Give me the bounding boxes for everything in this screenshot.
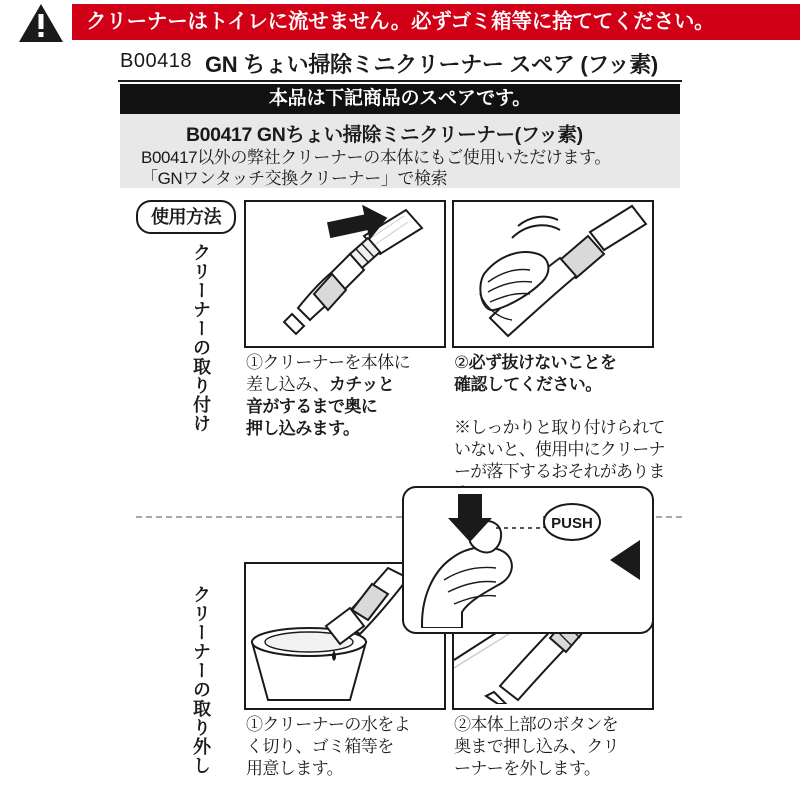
- illustration-panel-verify: [452, 200, 654, 348]
- caption-step-2: [454, 352, 660, 396]
- info-title: B00417 GNちょい掃除ミニクリーナー(フッ素): [186, 124, 583, 146]
- illustration-panel-push-inset: [402, 486, 654, 634]
- caption-step-4-line-3: ーナーを外します。: [454, 759, 601, 778]
- caption-step-2-note: ※しっかりと取り付けられていないと、使用中にクリーナーが落下するおそれがありま: [454, 418, 665, 481]
- spare-banner: 本品は下記商品のスペアです。: [120, 84, 680, 114]
- caption-step-2-bold-2: 確認してください。: [454, 375, 602, 394]
- caption-step-4: [454, 714, 660, 780]
- caption-step-1-line-2: 差し込み、: [246, 375, 330, 394]
- divider-rule: [118, 80, 682, 82]
- caption-step-1-bold-3: 押し込みます。: [246, 419, 360, 438]
- warning-triangle-icon: [18, 3, 64, 43]
- section-label-attach: クリーナーの取り付け: [191, 243, 211, 433]
- caption-step-1-bold-2: 音がするまで奥に: [246, 397, 378, 416]
- caption-step-3-line-3: 用意します。: [246, 759, 344, 778]
- usage-method-label: 使用方法: [136, 200, 236, 234]
- warning-text: クリーナーはトイレに流せません。必ずゴミ箱等に捨ててください。: [86, 10, 715, 33]
- info-line-3: 「GNワンタッチ交換クリーナー」で検索: [141, 169, 448, 188]
- caption-step-2-number: ②: [454, 353, 469, 372]
- product-code: B00418: [120, 50, 192, 72]
- info-line-2: B00417以外の弊社クリーナーの本体にもご使用いただけます。: [141, 148, 611, 167]
- product-name: GN ちょい掃除ミニクリーナー スペア (フッ素): [205, 52, 658, 77]
- caption-step-3-line-2: く切り、ゴミ箱等を: [246, 737, 394, 756]
- caption-step-1-line-1: ①クリーナーを本体に: [246, 353, 410, 372]
- caption-step-2-bold-1: 必ず抜けないことを: [468, 353, 617, 372]
- push-button-label: PUSH: [551, 515, 593, 532]
- caption-step-1-bold-1: カチッと: [329, 375, 395, 394]
- caption-step-4-line-2: 奥まで押し込み、クリ: [454, 737, 620, 756]
- caption-step-3-line-1: ①クリーナーの水をよ: [246, 715, 410, 734]
- warning-banner: [0, 0, 800, 44]
- illustration-panel-insert: [244, 200, 446, 348]
- caption-step-4-line-1: ②本体上部のボタンを: [454, 715, 618, 734]
- caption-step-1: [246, 352, 446, 440]
- section-label-detach: クリーナーの取り外し: [191, 585, 211, 775]
- caption-step-3: [246, 714, 446, 780]
